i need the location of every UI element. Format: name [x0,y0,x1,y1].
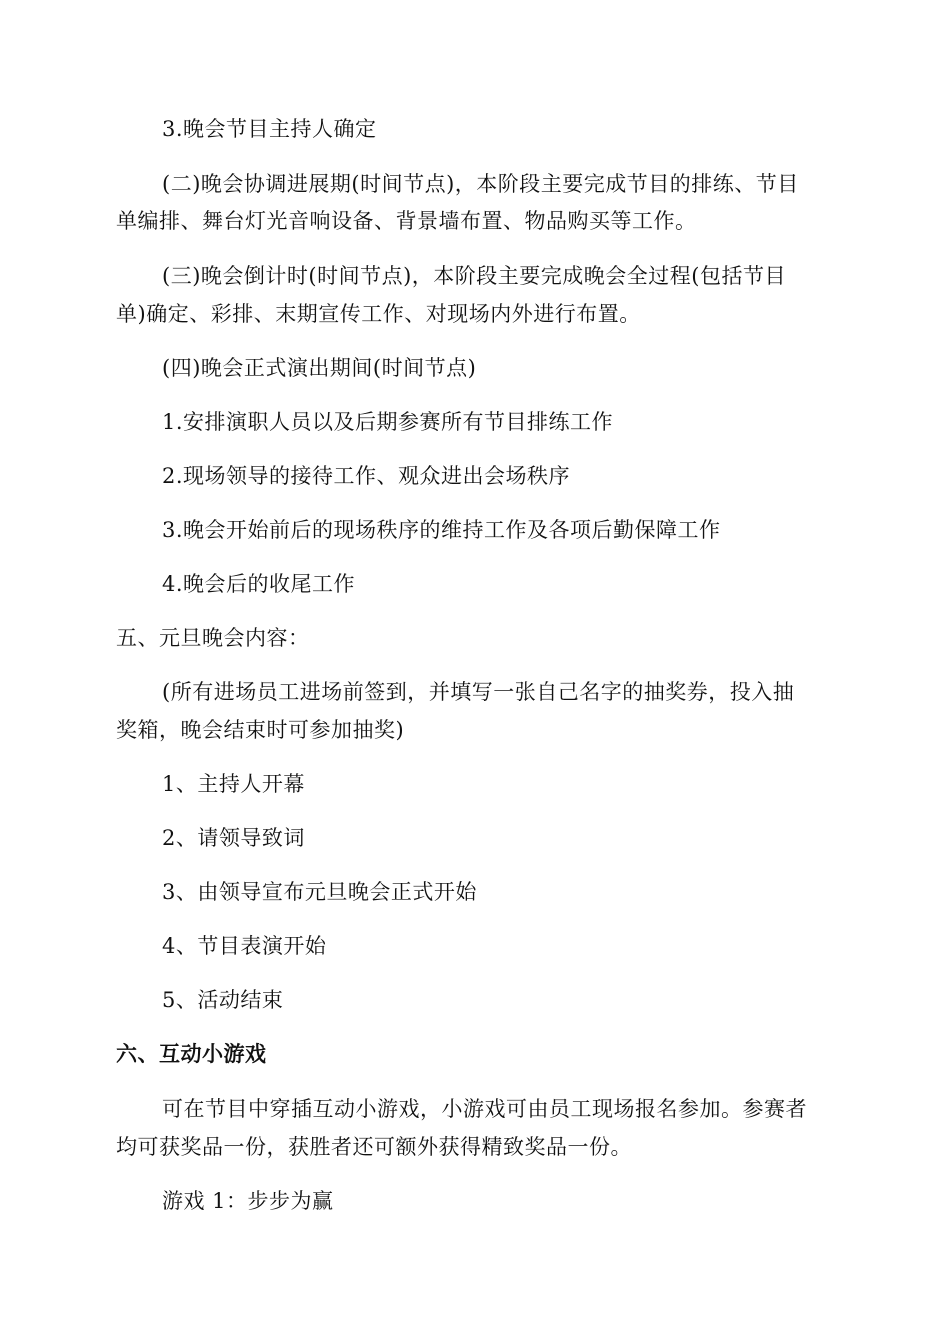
section-heading-games: 六、互动小游戏 [116,1042,267,1066]
paragraph-games-line-1: 可在节目中穿插互动小游戏，小游戏可由员工现场报名参加。参赛者 [162,1097,807,1121]
section-heading-content: 五、元旦晚会内容： [116,626,310,650]
list-item-speech: 2、请领导致词 [162,826,305,850]
paragraph-games-line-2: 均可获奖品一份，获胜者还可额外获得精致奖品一份。 [116,1135,632,1159]
paragraph-lottery-line-2: 奖箱，晚会结束时可参加抽奖) [116,718,405,742]
list-item-opening: 1、主持人开幕 [162,772,305,796]
game-title: 游戏 1：步步为赢 [162,1189,334,1213]
paragraph-lottery-line-1: (所有进场员工进场前签到，并填写一张自己名字的抽奖券，投入抽 [162,680,795,704]
paragraph-countdown-line-2: 单)确定、彩排、末期宣传工作、对现场内外进行布置。 [116,302,641,326]
list-item-host-confirm: 3.晚会节目主持人确定 [162,117,377,141]
paragraph-coordination-line-1: (二)晚会协调进展期(时间节点)，本阶段主要完成节目的排练、节目 [162,172,799,196]
list-item-closing: 4.晚会后的收尾工作 [162,572,356,596]
list-item-reception: 2.现场领导的接待工作、观众进出会场秩序 [162,464,571,488]
list-item-announce: 3、由领导宣布元旦晚会正式开始 [162,880,477,904]
paragraph-countdown-line-1: (三)晚会倒计时(时间节点)，本阶段主要完成晚会全过程(包括节目 [162,264,786,288]
paragraph-performance-heading: (四)晚会正式演出期间(时间节点) [162,356,477,380]
list-item-event-end: 5、活动结束 [162,988,284,1012]
list-item-show-start: 4、节目表演开始 [162,934,327,958]
list-item-rehearsal: 1.安排演职人员以及后期参赛所有节目排练工作 [162,410,614,434]
list-item-order: 3.晚会开始前后的现场秩序的维持工作及各项后勤保障工作 [162,518,721,542]
paragraph-coordination-line-2: 单编排、舞台灯光音响设备、背景墙布置、物品购买等工作。 [116,209,697,233]
